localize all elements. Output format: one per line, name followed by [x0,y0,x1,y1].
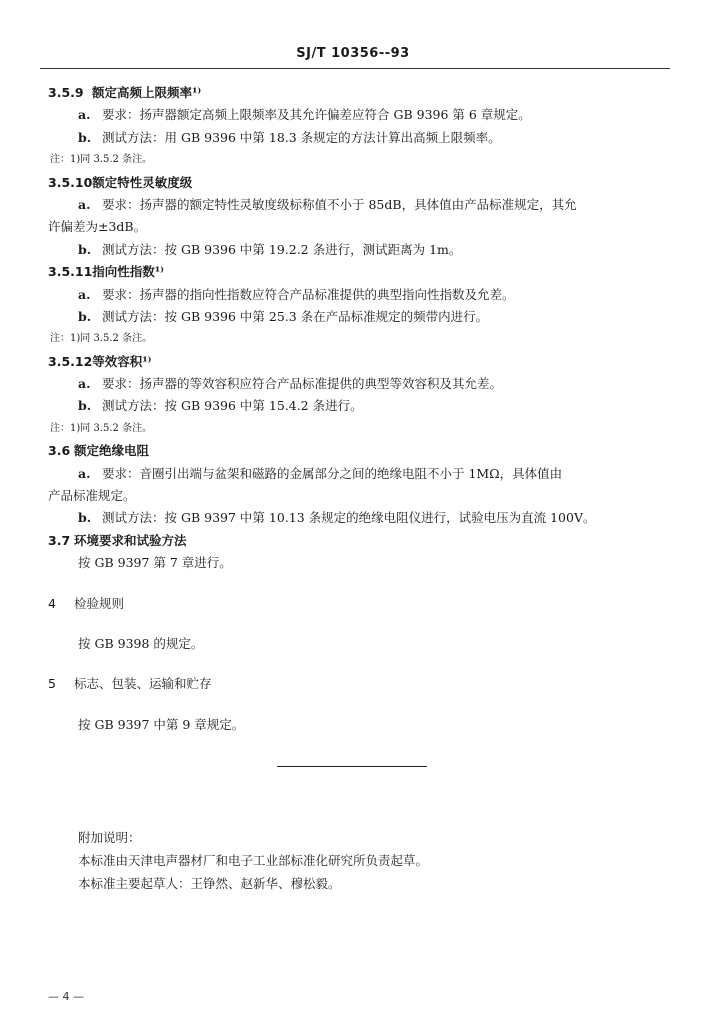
section-3-5-11-item-a [48,284,658,306]
chapter-4-body: 按 GB 9398 的规定。 [78,636,204,651]
item-letter: a. [78,196,91,212]
item-text: 要求：扬声器的额定特性灵敏度级标称值不小于 85dB，具体值由产品标准规定，其允 [102,196,577,212]
item-text: 要求：扬声器的指向性指数应符合产品标准提供的典型指向性指数及允差。 [102,286,515,302]
section-number: 3.5.9 [48,85,84,100]
section-3-6-item-a [48,463,658,485]
chapter-number: 5 [48,676,56,692]
section-3-5-11-note: 注：1)同 3.5.2 条注。 [50,333,153,345]
item-text: 测试方法：按 GB 9396 中第 15.4.2 条进行。 [102,398,363,414]
item-letter: b. [78,398,92,414]
section-3-6-item-b [48,507,658,529]
section-3-7-body: 按 GB 9397 第 7 章进行。 [78,555,232,571]
section-3-5-12-item-b [48,395,658,417]
end-of-standard-rule [277,766,427,767]
section-title: 额定特性灵敏度级 [92,174,193,190]
addendum-line-1: 本标准由天津电声器材厂和电子工业部标准化研究所负责起草。 [78,853,429,868]
document-body [48,82,658,736]
item-letter: b. [78,510,92,526]
section-3-6-heading [48,440,658,462]
item-text: 测试方法：按 GB 9396 中第 25.3 条在产品标准规定的频带内进行。 [102,308,489,324]
chapter-number: 4 [48,595,56,611]
section-3-5-10-item-a-cont: 许偏差为±3dB。 [48,219,147,235]
section-3-5-9-note: 注：1)同 3.5.2 条注。 [50,154,153,166]
section-3-7-heading [48,530,658,552]
section-title: 额定绝缘电阻 [74,443,150,459]
addendum-heading: 附加说明： [78,830,141,845]
section-3-5-10-item-a [48,194,658,216]
item-letter: a. [78,465,91,481]
section-3-5-10-item-b [48,239,658,261]
section-number: 3.5.10 [48,174,93,190]
section-title: 环境要求和试验方法 [74,532,187,548]
section-number: 3.5.11 [48,264,93,280]
section-3-5-9-item-a [48,104,658,126]
document-code: SJ/T 10356--93 [296,46,410,61]
header-rule [40,68,670,69]
item-letter: b. [78,241,92,257]
section-title: 等效容积¹⁾ [92,353,152,369]
section-3-5-9-item-b [48,127,658,149]
item-letter: a. [78,376,91,392]
item-letter: b. [78,308,92,324]
section-3-5-11-item-b [48,306,658,328]
addendum-line-2: 本标准主要起草人：王铮然、赵新华、穆松毅。 [78,876,341,891]
item-text: 要求：音圈引出端与盆架和磁路的金属部分之间的绝缘电阻不小于 1MΩ，具体值由 [102,465,563,481]
item-text: 测试方法：用 GB 9396 中第 18.3 条规定的方法计算出高频上限频率。 [102,129,501,145]
section-title: 指向性指数¹⁾ [92,264,164,280]
item-letter: b. [78,129,92,145]
addendum [78,826,428,895]
section-3-5-12-note: 注：1)同 3.5.2 条注。 [50,422,153,434]
item-text: 要求：扬声器的等效容积应符合产品标准提供的典型等效容积及其允差。 [102,376,503,392]
chapter-title: 检验规则 [74,595,125,611]
chapter-title: 标志、包装、运输和贮存 [74,676,212,692]
section-3-5-10-heading [48,172,658,194]
item-text: 测试方法：按 GB 9397 中第 10.13 条规定的绝缘电阻仪进行，试验电压为直流 100V。 [102,510,596,526]
chapter-5-body: 按 GB 9397 中第 9 章规定。 [78,716,245,732]
item-text: 要求：扬声器额定高频上限频率及其允许偏差应符合 GB 9396 第 6 章规定。 [102,107,531,123]
spacer [48,655,658,673]
spacer [48,575,658,593]
item-text: 测试方法：按 GB 9396 中第 19.2.2 条进行，测试距离为 1m。 [102,241,462,257]
section-number: 3.5.12 [48,353,93,369]
section-3-5-12-heading [48,351,658,373]
section-3-5-11-heading [48,261,658,283]
section-3-5-9-heading [48,82,658,104]
page-number: — 4 — [48,990,84,1003]
chapter-4-heading [48,593,658,615]
item-letter: a. [78,286,91,302]
section-3-5-12-item-a [48,373,658,395]
item-letter: a. [78,107,91,123]
section-3-6-item-a-cont: 产品标准规定。 [48,488,136,504]
chapter-5-heading [48,673,658,695]
section-number: 3.7 [48,532,71,548]
section-title: 额定高频上限频率¹⁾ [92,85,202,100]
spacer [48,615,658,633]
section-number: 3.6 [48,443,71,459]
spacer [48,696,658,714]
